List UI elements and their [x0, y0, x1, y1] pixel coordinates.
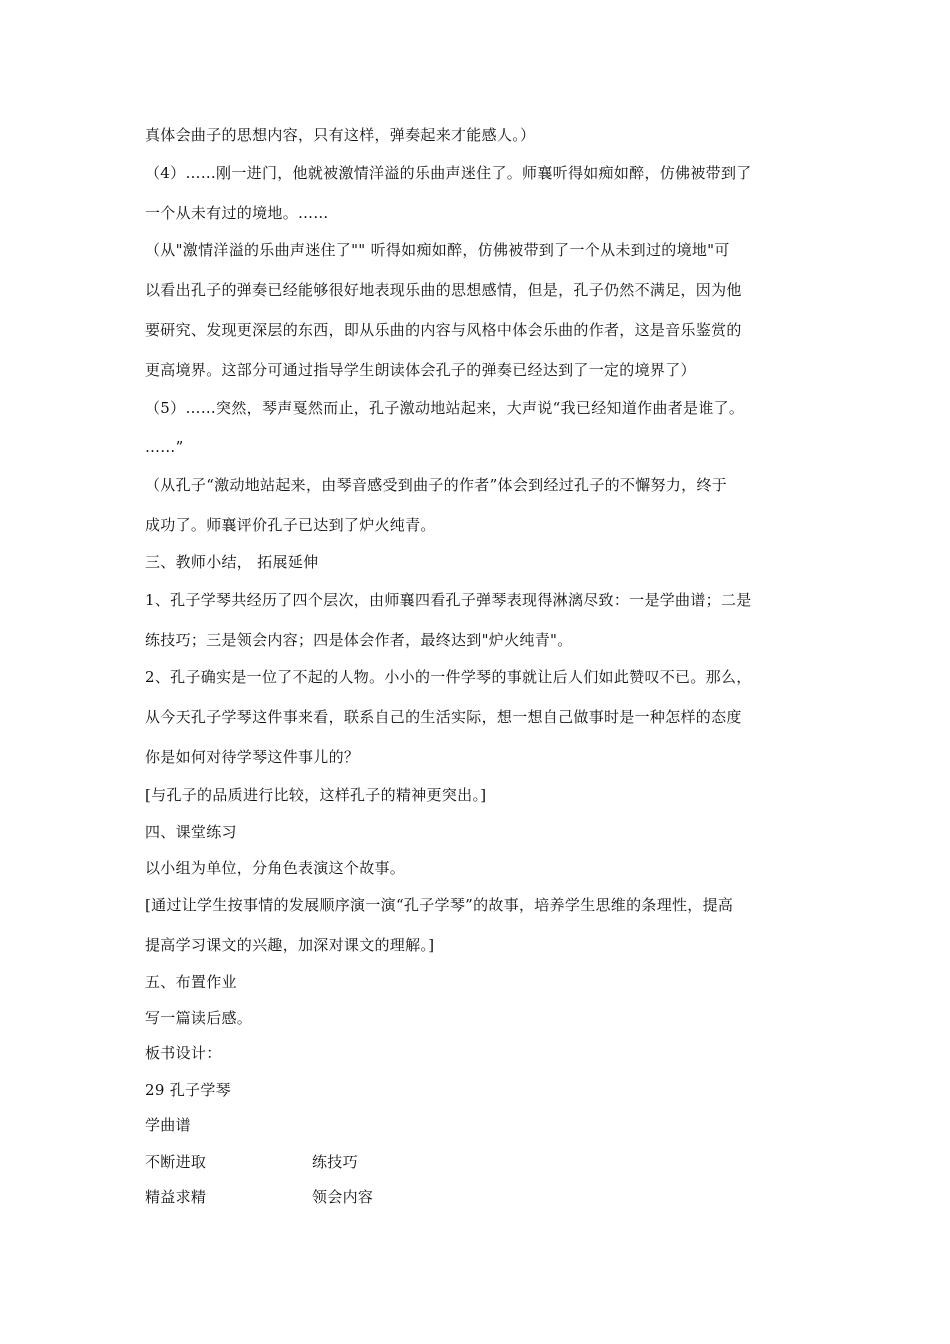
text-line: 以小组为单位，分角色表演这个故事。 — [145, 859, 406, 877]
board-left: 不断进取 — [145, 1153, 207, 1171]
text-line: 从今天孔子学琴这件事来看，联系自己的生活实际，想一想自己做事时是一种怎样的态度 — [145, 708, 742, 726]
text-line: 真体会曲子的思想内容，只有这样，弹奏起来才能感人。） — [145, 126, 536, 144]
text-line: 板书设计： — [145, 1044, 222, 1062]
text-line: 以看出孔子的弹奏已经能够很好地表现乐曲的思想感情，但是，孔子仍然不满足，因为他 — [145, 281, 742, 299]
board-title: 29 孔子学琴 — [145, 1081, 231, 1099]
text-line: 1、孔子学琴共经历了四个层次，由师襄四看孔子弹琴表现得淋漓尽致：一是学曲谱；二是 — [145, 591, 752, 609]
text-line: 一个从未有过的境地。…… — [145, 204, 329, 222]
board-right: 领会内容 — [312, 1188, 374, 1206]
section-heading: 五、布置作业 — [145, 973, 237, 991]
board-right: 练技巧 — [312, 1153, 358, 1171]
text-line: 你是如何对待学琴这件事儿的？ — [145, 748, 360, 766]
board-left: 精益求精 — [145, 1188, 207, 1206]
text-line: 提高学习课文的兴趣，加深对课文的理解。] — [145, 936, 435, 954]
text-line: 练技巧；三是领会内容；四是体会作者，最终达到"炉火纯青"。 — [145, 631, 573, 649]
board-row — [145, 1187, 815, 1207]
text-line: （从孔子“激动地站起来，由琴音感受到曲子的作者”体会到经过孔子的不懈努力，终于 — [145, 476, 728, 494]
text-line: 写一篇读后感。 — [145, 1009, 253, 1027]
text-line: 更高境界。这部分可通过指导学生朗读体会孔子的弹奏已经达到了一定的境界了） — [145, 361, 696, 379]
text-line: [通过让学生按事情的发展顺序演一演“孔子学琴”的故事，培养学生思维的条理性，提高 — [145, 896, 734, 914]
board-row — [145, 1152, 815, 1172]
text-line: [与孔子的品质进行比较，这样孔子的精神更突出。] — [145, 786, 487, 804]
section-heading: 三、教师小结， 拓展延伸 — [145, 553, 319, 571]
text-line: （4）……刚一进门，他就被激情洋溢的乐曲声迷住了。师襄听得如痴如醉，仿佛被带到了 — [145, 164, 752, 182]
text-line: 要研究、发现更深层的东西，即从乐曲的内容与风格中体会乐曲的作者，这是音乐鉴赏的 — [145, 321, 742, 339]
section-heading: 四、课堂练习 — [145, 823, 237, 841]
text-line: （从"激情洋溢的乐曲声迷住了"" 听得如痴如醉，仿佛被带到了一个从未到过的境地"可 — [145, 241, 730, 259]
text-line: 成功了。师襄评价孔子已达到了炉火纯青。 — [145, 516, 436, 534]
text-line: 2、孔子确实是一位了不起的人物。小小的一件学琴的事就让后人们如此赞叹不已。那么， — [145, 668, 752, 686]
text-line: （5）……突然，琴声戛然而止，孔子激动地站起来，大声说“我已经知道作曲者是谁了。 — [145, 399, 745, 417]
text-line: ……” — [145, 438, 184, 456]
board-item: 学曲谱 — [145, 1116, 191, 1134]
